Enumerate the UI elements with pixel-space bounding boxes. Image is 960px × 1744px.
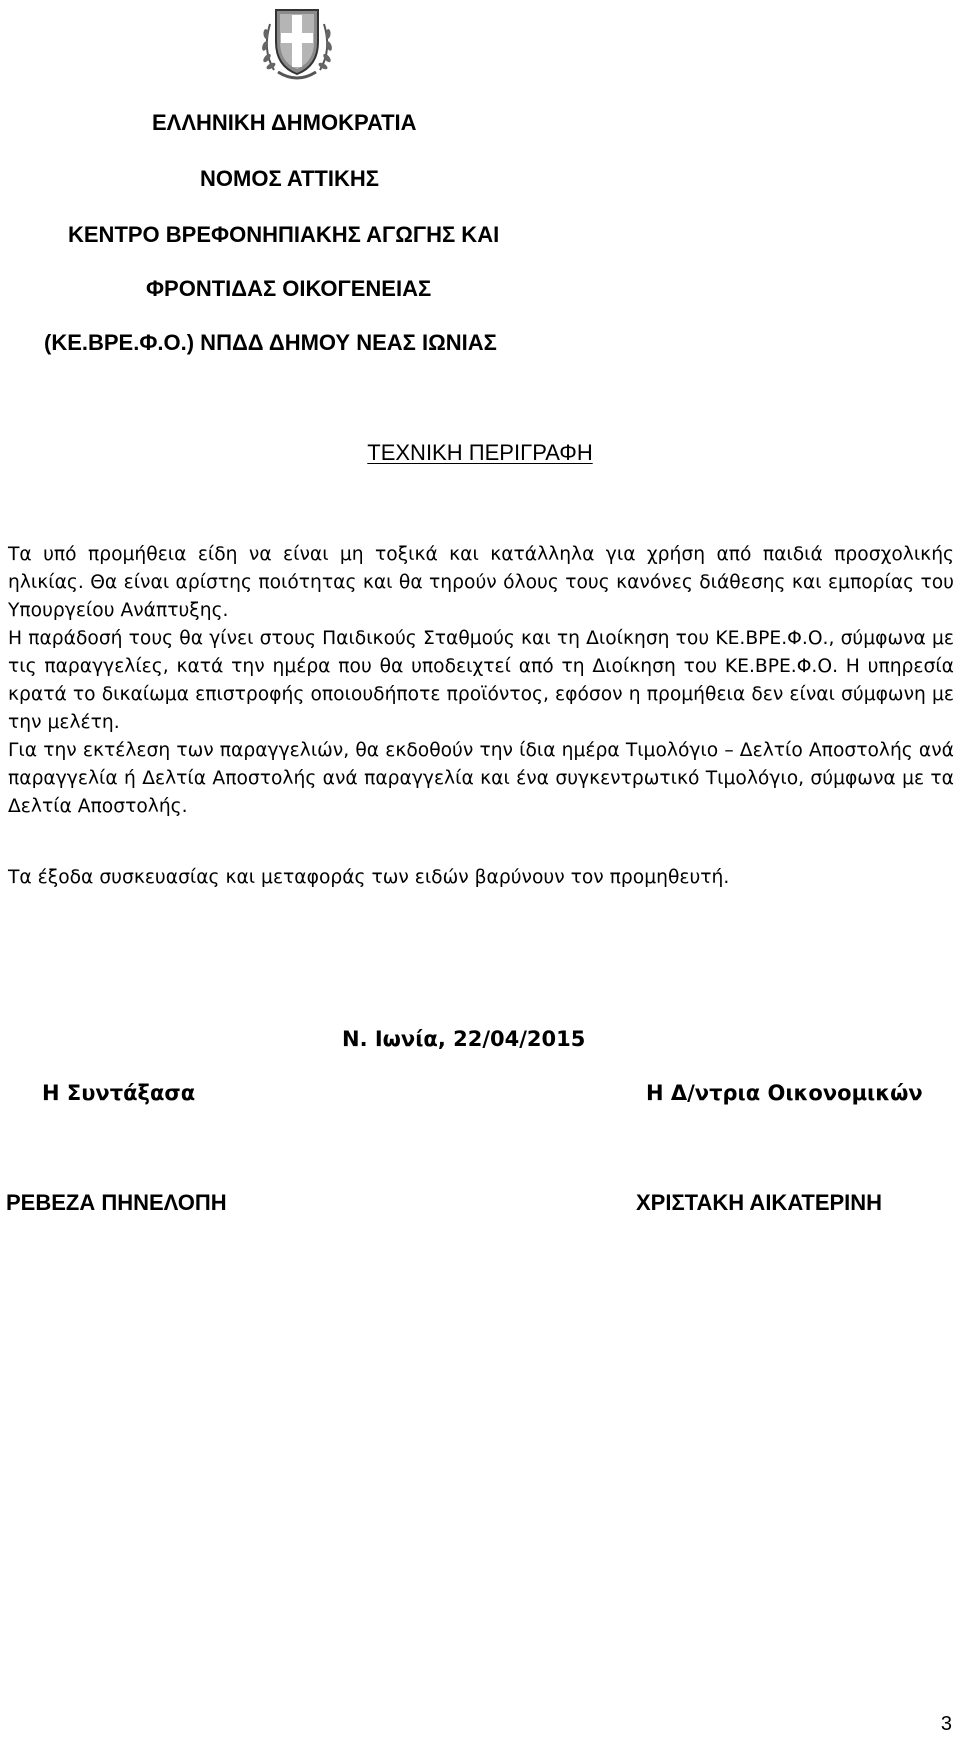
header-line-organization: (ΚΕ.ΒΡΕ.Φ.Ο.) ΝΠΔΔ ΔΗΜΟΥ ΝΕΑΣ ΙΩΝΙΑΣ xyxy=(44,330,497,355)
right-signatory-role: Η Δ/ντρια Οικονομικών xyxy=(646,1081,923,1105)
header-line-center: ΚΕΝΤΡΟ ΒΡΕΦΟΝΗΠΙΑΚΗΣ ΑΓΩΓΗΣ ΚΑΙ xyxy=(68,222,500,247)
header-line-republic: ΕΛΛΗΝΙΚΗ ΔΗΜΟΚΡΑΤΙΑ xyxy=(152,110,417,135)
right-signatory-name: ΧΡΙΣΤΑΚΗ ΑΙΚΑΤΕΡΙΝΗ xyxy=(636,1190,883,1215)
paragraph-suitability: Τα υπό προμήθεια είδη να είναι μη τοξικά και κατάλληλα για χρήση από παιδιά προσχολικής ηλικίας. Θα είναι αρίστης ποιότητας και θα τηρούν όλους τους κανόνες διάθεσης και εμπορίας του Υπουργείου Ανάπτυξης. xyxy=(8,544,954,621)
left-signatory-name: ΡΕΒΕΖΑ ΠΗΝΕΛΟΠΗ xyxy=(6,1190,227,1215)
technical-description-body xyxy=(8,541,954,821)
header-line-prefecture: ΝΟΜΟΣ ΑΤΤΙΚΗΣ xyxy=(200,166,379,191)
document-title: ΤΕΧΝΙΚΗ ΠΕΡΙΓΡΑΦΗ xyxy=(367,440,593,465)
header-line-care: ΦΡΟΝΤΙΔΑΣ ΟΙΚΟΓΕΝΕΙΑΣ xyxy=(146,276,432,301)
paragraph-invoicing: Για την εκτέλεση των παραγγελιών, θα εκδοθούν την ίδια ημέρα Τιμολόγιο – Δελτίο Αποστολής ανά παραγγελία ή Δελτία Αποστολής ανά παραγγελία και ένα συγκεντρωτικό Τιμολόγιο, σύμφωνα με τα Δελτία Αποστολής. xyxy=(8,740,954,817)
paragraph-costs: Τα έξοδα συσκευασίας και μεταφοράς των ειδών βαρύνουν τον προμηθευτή. xyxy=(8,867,730,888)
paragraph-delivery: Η παράδοσή τους θα γίνει στους Παιδικούς Σταθμούς και τη Διοίκηση του ΚΕ.ΒΡΕ.Φ.Ο., σύμφωνα με τις παραγγελίες, κατά την ημέρα που θα υποδειχτεί από τη Διοίκηση του ΚΕ.ΒΡΕ.Φ.Ο. Η υπηρεσία κρατά το δικαίωμα επιστροφής οποιουδήποτε προϊόντος, εφόσον η προμήθεια δεν είναι σύμφωνη με την μελέτη. xyxy=(8,628,954,733)
left-signatory-role: Η Συντάξασα xyxy=(42,1081,196,1105)
greek-coat-of-arms-icon xyxy=(254,0,340,86)
place-date: Ν. Ιωνία, 22/04/2015 xyxy=(342,1027,586,1051)
page-number: 3 xyxy=(940,1713,952,1735)
